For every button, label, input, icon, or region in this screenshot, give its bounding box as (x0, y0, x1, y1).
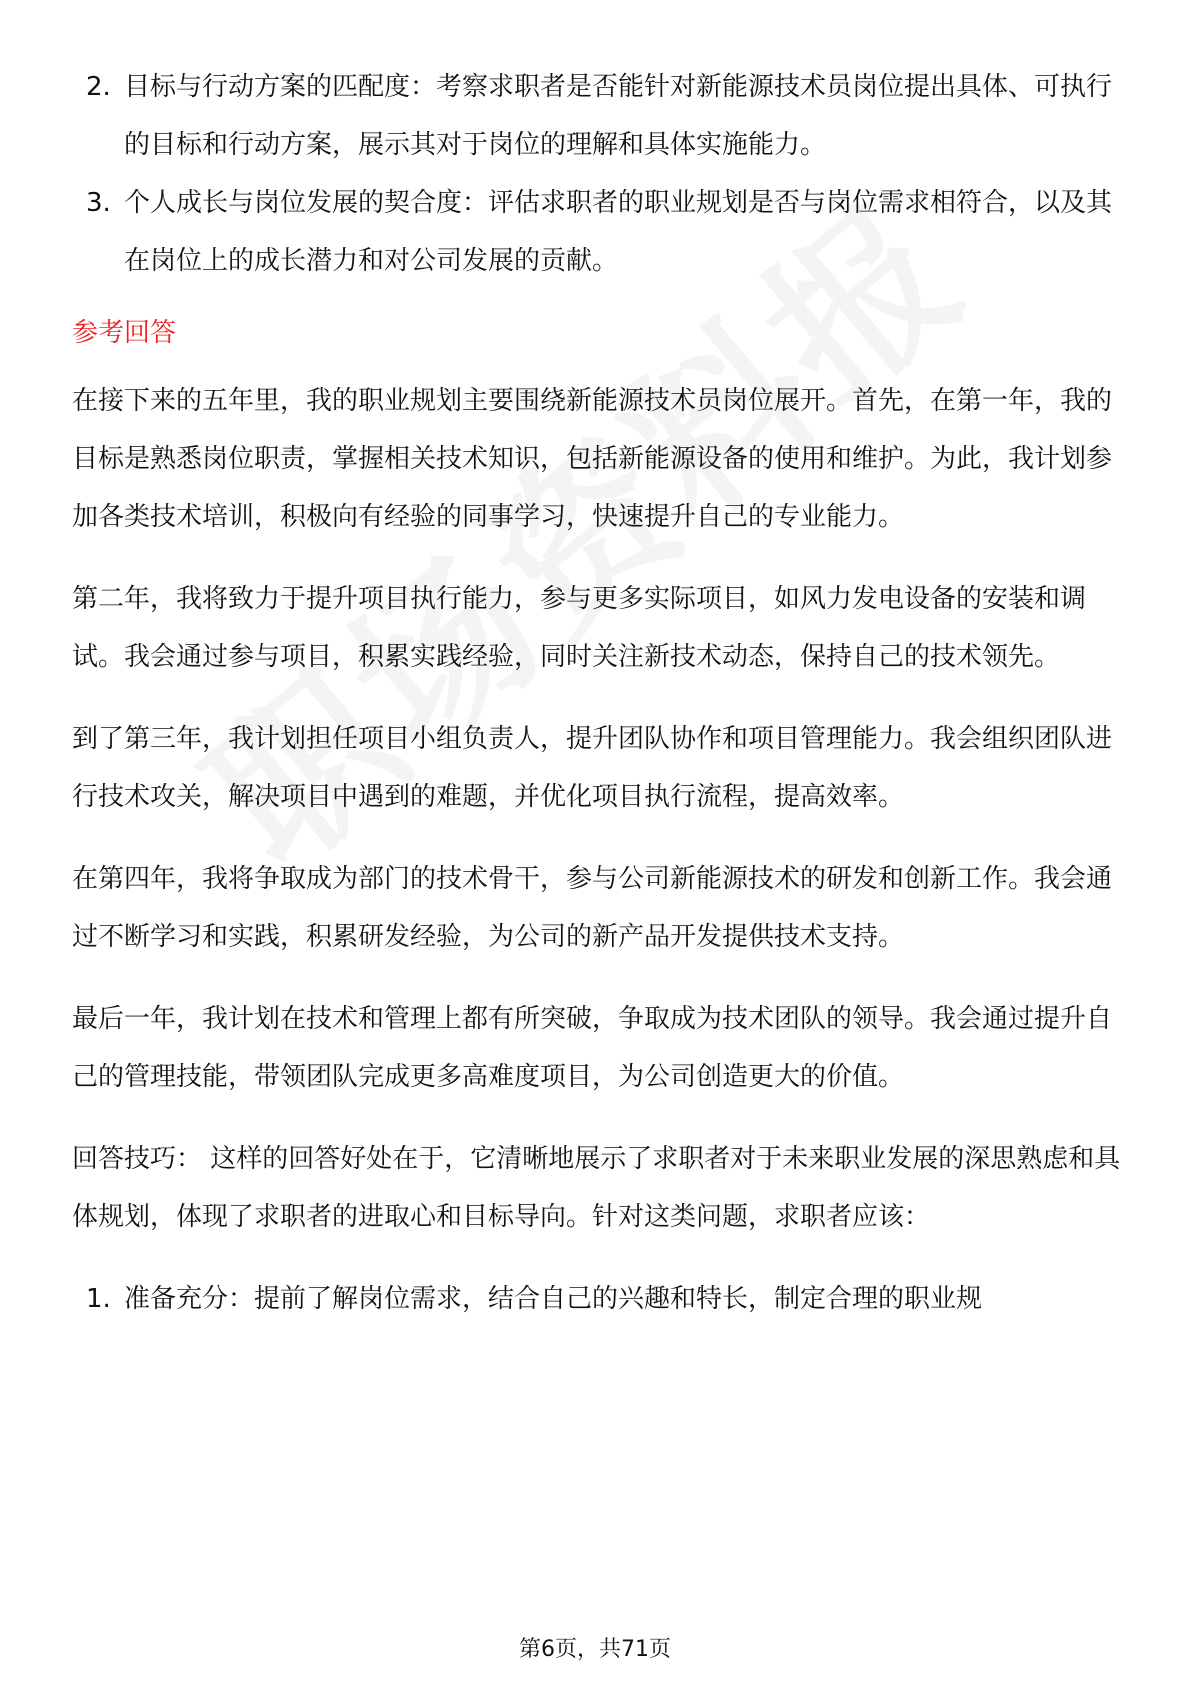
paragraph: 到了第三年，我计划担任项目小组负责人，提升团队协作和项目管理能力。我会组织团队进行技术攻关，解决项目中遇到的难题，并优化项目执行流程，提高效率。 (72, 724, 1113, 812)
paragraph: 第二年，我将致力于提升项目执行能力，参与更多实际项目，如风力发电设备的安装和调试。我会通过参与项目，积累实践经验，同时关注新技术动态，保持自己的技术领先。 (72, 584, 1087, 672)
page-footer: 第6页，共71页 (519, 1637, 671, 1662)
list-text: 个人成长与岗位发展的契合度：评估求职者的职业规划是否与岗位需求相符合，以及其在岗位上的成长潜力和对公司发展的贡献。 (124, 188, 1113, 276)
paragraph: 最后一年，我计划在技术和管理上都有所突破，争取成为技术团队的领导。我会通过提升自己的管理技能，带领团队完成更多高难度项目，为公司创造更大的价值。 (72, 1004, 1113, 1092)
tips-list (72, 1270, 1132, 1328)
list-item (72, 1270, 1132, 1328)
list-item (72, 58, 1132, 174)
document-body (72, 58, 1132, 1328)
paragraph: 回答技巧： 这样的回答好处在于，它清晰地展示了求职者对于未来职业发展的深思熟虑和具体规划，体现了求职者的进取心和目标导向。针对这类问题，求职者应该： (72, 1144, 1121, 1232)
list-number: 2. (86, 72, 111, 102)
list-number: 3. (86, 188, 111, 218)
list-item (72, 174, 1132, 290)
paragraph: 在第四年，我将争取成为部门的技术骨干，参与公司新能源技术的研发和创新工作。我会通过不断学习和实践，积累研发经验，为公司的新产品开发提供技术支持。 (72, 864, 1113, 952)
list-number: 1. (86, 1284, 111, 1314)
criteria-list (72, 58, 1132, 290)
section-title: 参考回答 (72, 318, 177, 348)
paragraph: 在接下来的五年里，我的职业规划主要围绕新能源技术员岗位展开。首先，在第一年，我的目标是熟悉岗位职责，掌握相关技术知识，包括新能源设备的使用和维护。为此，我计划参加各类技术培训，积极向有经验的同事学习，快速提升自己的专业能力。 (72, 386, 1113, 532)
list-text: 目标与行动方案的匹配度：考察求职者是否能针对新能源技术员岗位提出具体、可执行的目标和行动方案，展示其对于岗位的理解和具体实施能力。 (124, 72, 1113, 160)
list-text: 准备充分：提前了解岗位需求，结合自己的兴趣和特长，制定合理的职业规 (124, 1284, 983, 1314)
